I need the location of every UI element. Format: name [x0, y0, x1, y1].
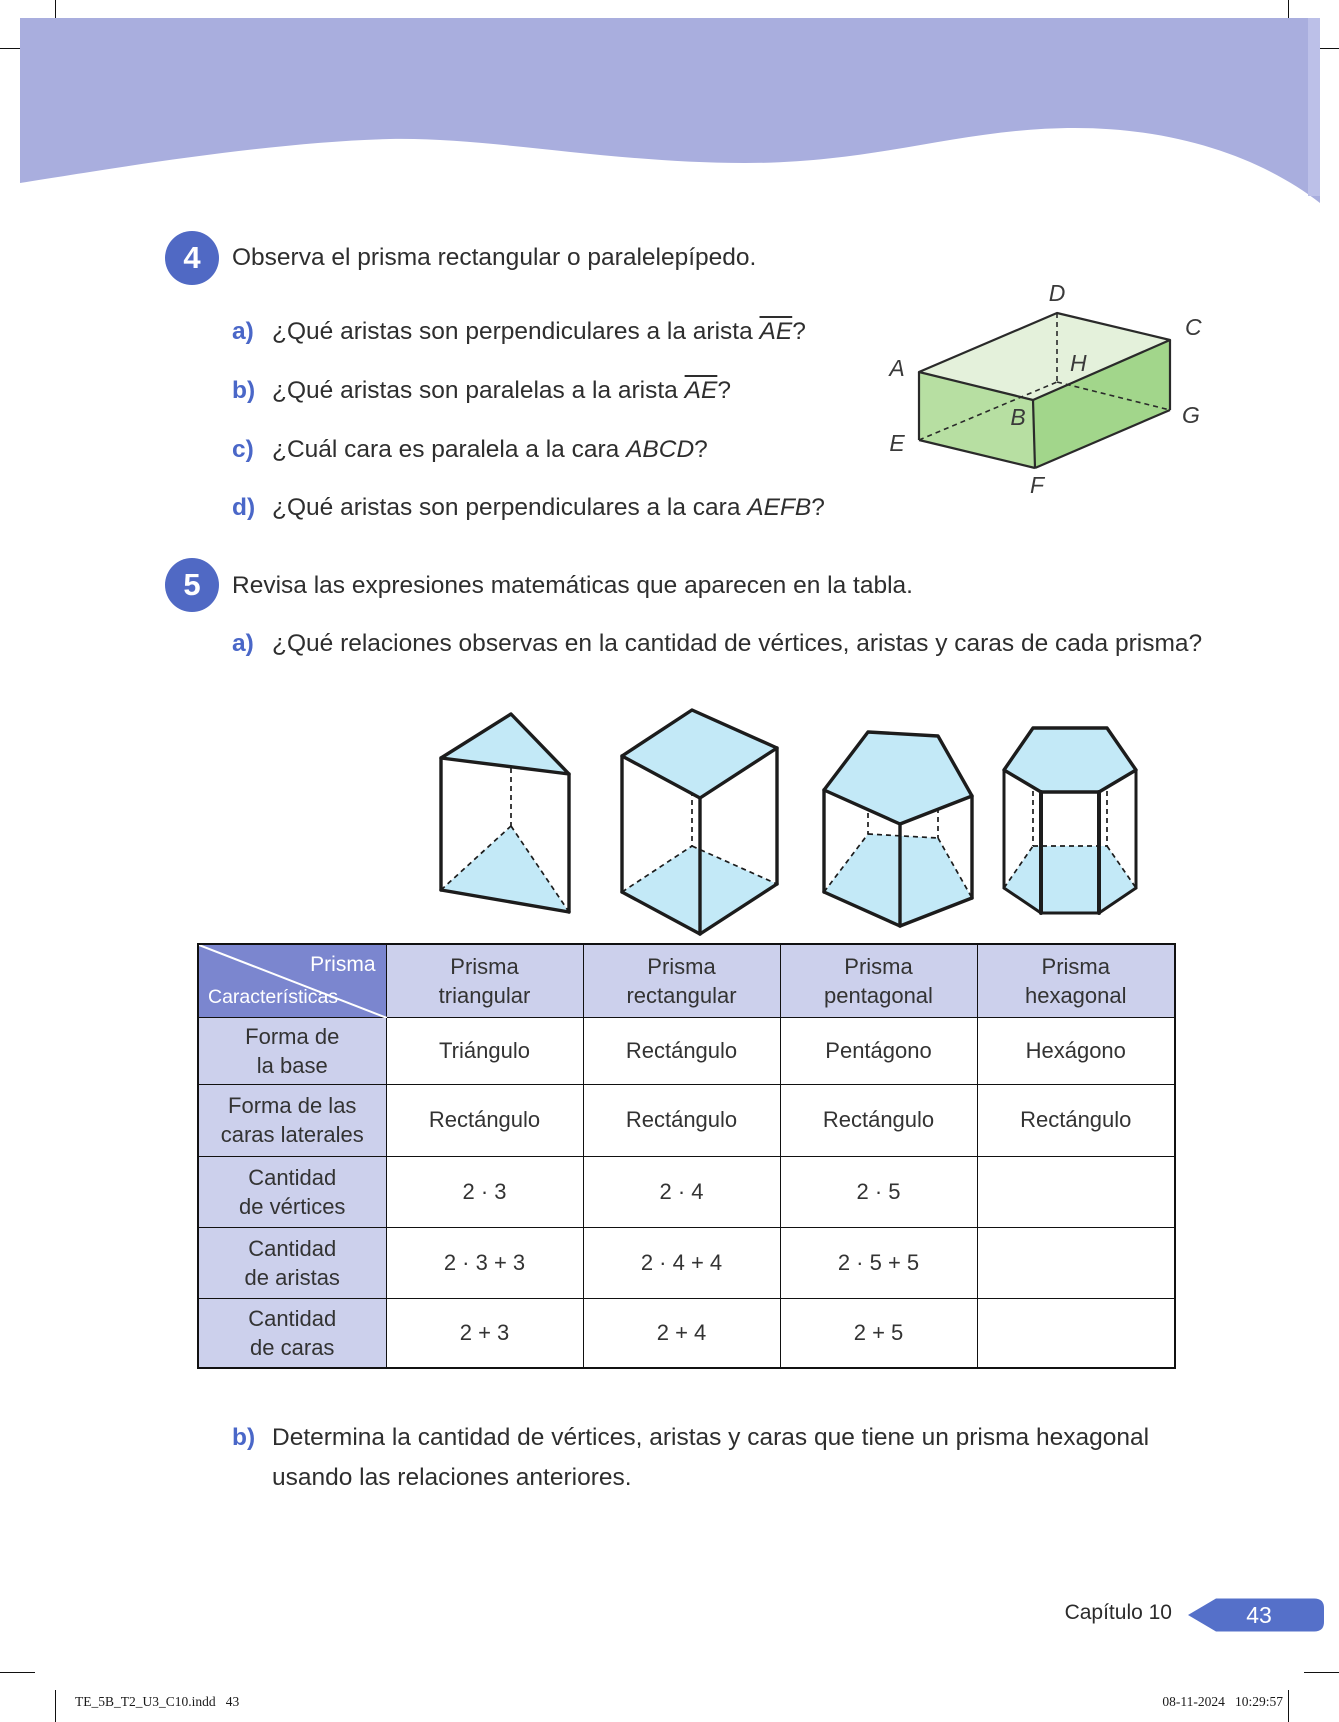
- triangular-prism-figure: [435, 708, 575, 933]
- column-header: [386, 944, 583, 1017]
- crop-mark: [55, 1690, 56, 1722]
- row-header: [198, 1017, 386, 1084]
- column-header-line: hexagonal: [1024, 982, 1127, 1008]
- item-text: ¿Qué aristas son perpendiculares a la cara: [272, 494, 748, 521]
- row-header-line: de vértices: [239, 1193, 346, 1219]
- question-4-prompt: Observa el prisma rectangular o paralelepípedo.: [232, 244, 757, 271]
- row-header-line: Cantidad: [248, 1235, 337, 1261]
- page-number-badge: [1187, 1596, 1327, 1634]
- question-4-item-d: [232, 494, 825, 522]
- prism-characteristics-table: [197, 943, 1176, 1369]
- rectangular-prism-figure: [612, 704, 787, 936]
- row-header-line: Forma de: [245, 1023, 340, 1049]
- row-header-line: de caras: [250, 1334, 335, 1360]
- row-header: [198, 1227, 386, 1298]
- column-header-line: Prisma: [647, 953, 716, 979]
- parallelepiped-figure: [860, 255, 1205, 500]
- table-cell: 2 · 4: [583, 1156, 780, 1227]
- row-header-line: de aristas: [244, 1264, 340, 1290]
- table-cell: 2 · 5 + 5: [780, 1227, 977, 1298]
- table-cell: Triángulo: [386, 1017, 583, 1084]
- column-header: [583, 944, 780, 1017]
- item-text: ¿Qué relaciones observas en la cantidad de vértices, aristas y caras de cada prisma?: [272, 630, 1203, 657]
- item-label: a): [232, 318, 254, 345]
- question-5-badge: [165, 558, 219, 612]
- question-4-badge: [165, 231, 219, 285]
- vertex-label-c: C: [1185, 314, 1202, 340]
- table-cell: 2 + 5: [780, 1298, 977, 1368]
- row-header: [198, 1156, 386, 1227]
- pentagonal-prism-figure: [818, 720, 978, 932]
- column-header-line: Prisma: [844, 953, 913, 979]
- header-wave-band: [20, 18, 1320, 218]
- column-header-line: pentagonal: [824, 982, 933, 1008]
- table-row: [198, 1227, 1175, 1298]
- item-label: b): [232, 1424, 256, 1451]
- corner-label-caracteristicas: Características: [208, 985, 339, 1008]
- question-5-item-b: [232, 1424, 1149, 1492]
- item-text-line-1: Determina la cantidad de vértices, aristas y caras que tiene un prisma hexagonal: [272, 1424, 1150, 1451]
- column-header-line: Prisma: [450, 953, 519, 979]
- row-header-line: la base: [256, 1052, 328, 1078]
- question-4-number: 4: [183, 240, 201, 275]
- crop-mark: [1288, 1690, 1289, 1722]
- print-file-name: TE_5B_T2_U3_C10.indd 43: [75, 1694, 240, 1709]
- column-header-line: triangular: [438, 982, 531, 1008]
- row-header: [198, 1298, 386, 1368]
- hexagonal-prism-figure: [1000, 718, 1140, 930]
- table-cell: 2 · 4 + 4: [583, 1227, 780, 1298]
- item-text-line-2: usando las relaciones anteriores.: [272, 1464, 632, 1491]
- vertex-label-b: B: [1010, 404, 1026, 430]
- question-4-item-a: [232, 318, 806, 346]
- item-text: ?: [717, 377, 731, 404]
- table-cell: 2 · 3 + 3: [386, 1227, 583, 1298]
- crop-mark: [1304, 1672, 1339, 1673]
- vertex-label-d: D: [1048, 280, 1066, 306]
- table-row: [198, 1298, 1175, 1368]
- table-cell: Rectángulo: [386, 1084, 583, 1156]
- table-cell: Rectángulo: [977, 1084, 1175, 1156]
- table-cell: Rectángulo: [583, 1084, 780, 1156]
- table-row: [198, 1017, 1175, 1084]
- row-header: [198, 1084, 386, 1156]
- question-4-item-c: [232, 436, 708, 464]
- math-face-label: AEFB: [747, 494, 812, 521]
- table-cell: 2 + 3: [386, 1298, 583, 1368]
- page-number: 43: [1246, 1602, 1272, 1628]
- question-5-number: 5: [183, 567, 201, 602]
- table-cell: [977, 1227, 1175, 1298]
- table-corner-cell: [198, 944, 386, 1017]
- table-cell: 2 + 4: [583, 1298, 780, 1368]
- row-header-line: caras laterales: [220, 1122, 364, 1147]
- math-face-label: ABCD: [626, 436, 695, 463]
- item-text: ?: [694, 436, 708, 463]
- question-5-prompt: Revisa las expresiones matemáticas que aparecen en la tabla.: [232, 572, 913, 599]
- table-cell: Rectángulo: [780, 1084, 977, 1156]
- column-header: [780, 944, 977, 1017]
- vertex-label-e: E: [889, 430, 905, 456]
- vertex-label-g: G: [1182, 402, 1200, 428]
- question-4-item-b: [232, 377, 731, 405]
- row-header-line: Forma de las: [228, 1093, 357, 1118]
- item-label: c): [232, 436, 254, 463]
- table-cell: Rectángulo: [583, 1017, 780, 1084]
- table-cell: 2 · 3: [386, 1156, 583, 1227]
- table-row: [198, 1156, 1175, 1227]
- column-header-line: Prisma: [1041, 953, 1110, 979]
- column-header-line: rectangular: [626, 982, 737, 1008]
- row-header-line: Cantidad: [248, 1305, 337, 1331]
- table-cell: Hexágono: [977, 1017, 1175, 1084]
- question-5-item-a: [232, 630, 1202, 658]
- vertex-label-a: A: [889, 355, 905, 381]
- vertex-label-f: F: [1029, 472, 1045, 498]
- row-header-line: Cantidad: [248, 1164, 337, 1190]
- table-cell: Pentágono: [780, 1017, 977, 1084]
- column-header: [977, 944, 1175, 1017]
- chapter-label: Capítulo 10: [1064, 1601, 1172, 1624]
- item-text: ¿Qué aristas son paralelas a la arista: [272, 377, 685, 404]
- item-label: a): [232, 630, 254, 657]
- item-text: ¿Qué aristas son perpendiculares a la arista: [272, 318, 760, 345]
- vertex-label-h: H: [1070, 350, 1087, 376]
- table-row: [198, 1084, 1175, 1156]
- corner-label-prisma: Prisma: [310, 953, 376, 976]
- item-text: ?: [792, 318, 806, 345]
- item-label: d): [232, 494, 256, 521]
- item-label: b): [232, 377, 256, 404]
- table-cell: [977, 1156, 1175, 1227]
- table-cell: 2 · 5: [780, 1156, 977, 1227]
- math-edge-label: $\overline{AE}$: [684, 377, 718, 404]
- item-text: ?: [811, 494, 825, 521]
- print-datetime: 08-11-2024 10:29:57: [1162, 1694, 1283, 1709]
- item-text: ¿Cuál cara es paralela a la cara: [272, 436, 627, 463]
- crop-mark: [0, 1672, 35, 1673]
- table-cell: [977, 1298, 1175, 1368]
- math-edge-label: $\overline{AE}$: [759, 318, 793, 345]
